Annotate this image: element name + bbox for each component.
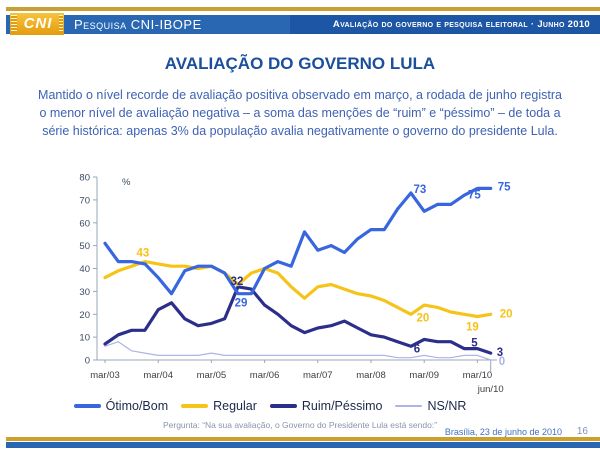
svg-text:40: 40 [79,264,90,275]
intro-paragraph: Mantido o nível recorde de avaliação positiva observado em março, a rodada de junho registra o menor nível de avaliação negativa – a soma das menções de “ruim” e “péssimo” – de toda a série histórica: apenas 3% da população avalia negativamente o governo do presidente Lula. [38,88,562,139]
svg-text:50: 50 [79,241,90,253]
svg-text:60: 60 [79,218,90,230]
svg-text:6: 6 [413,343,421,356]
svg-text:jun/10: jun/10 [477,384,504,395]
cni-logo-stripes-icon [11,15,17,33]
cni-logo-stripes-icon [59,15,63,33]
otimo-bom-line-swatch [74,404,101,408]
svg-text:mar/04: mar/04 [143,370,173,381]
svg-text:mar/09: mar/09 [409,370,439,381]
svg-text:75: 75 [497,181,511,194]
header-edition-title: Avaliação do governo e pesquisa eleitoral · Junho 2010 [332,19,590,30]
svg-text:mar/03: mar/03 [90,370,120,381]
svg-text:30: 30 [79,286,90,298]
svg-text:80: 80 [79,172,90,184]
legend-label-otimo-bom: Ótimo/Bom [105,399,169,413]
footer-gold-bar [6,437,600,441]
approval-line-chart [60,168,530,400]
svg-text:mar/05: mar/05 [196,370,227,381]
svg-text:5: 5 [471,337,478,350]
svg-text:20: 20 [416,312,430,325]
svg-text:10: 10 [79,332,90,344]
svg-text:43: 43 [136,247,150,260]
legend-label-ruim-pessimo: Ruim/Péssimo [301,399,383,413]
survey-question-caption: Pergunta: “Na sua avaliação, o Governo do Presidente Lula está sendo:” [162,420,438,430]
cni-logo [10,13,64,35]
svg-text:20: 20 [79,309,90,321]
svg-text:mar/08: mar/08 [356,370,386,381]
svg-text:20: 20 [499,308,513,321]
chart-legend [70,399,470,413]
svg-text:3: 3 [496,347,504,360]
svg-text:70: 70 [79,195,90,207]
legend-item-ns-nr [395,399,466,413]
svg-text:mar/07: mar/07 [303,370,333,381]
svg-text:%: % [122,177,131,188]
svg-text:75: 75 [468,189,481,202]
svg-text:32: 32 [230,275,244,288]
legend-label-ns-nr: NS/NR [427,399,467,413]
page-title: AVALIAÇÃO DO GOVERNO LULA [164,54,436,73]
svg-text:mar/10: mar/10 [462,370,493,381]
regular-line-swatch [181,404,208,408]
header-brand: Pesquisa CNI-IBOPE [74,17,202,32]
svg-text:29: 29 [234,297,248,310]
ruim-pessimo-line-swatch [270,404,297,408]
top-gold-strip [6,7,600,11]
svg-text:73: 73 [413,184,427,196]
legend-item-otimo-bom [74,399,169,413]
ns-nr-line-swatch [395,405,422,407]
svg-text:mar/06: mar/06 [249,370,280,381]
legend-label-regular: Regular [213,399,257,413]
cni-logo-text: CNI [23,15,53,32]
footer-place-date: Brasília, 23 de junho de 2010 [444,427,562,437]
legend-item-ruim-pessimo [270,399,383,413]
page-number: 16 [576,426,588,437]
footer-blue-bar [6,442,600,448]
legend-item-regular [181,399,257,413]
svg-text:0: 0 [498,356,506,368]
svg-text:0: 0 [84,355,90,367]
svg-text:19: 19 [466,321,479,334]
